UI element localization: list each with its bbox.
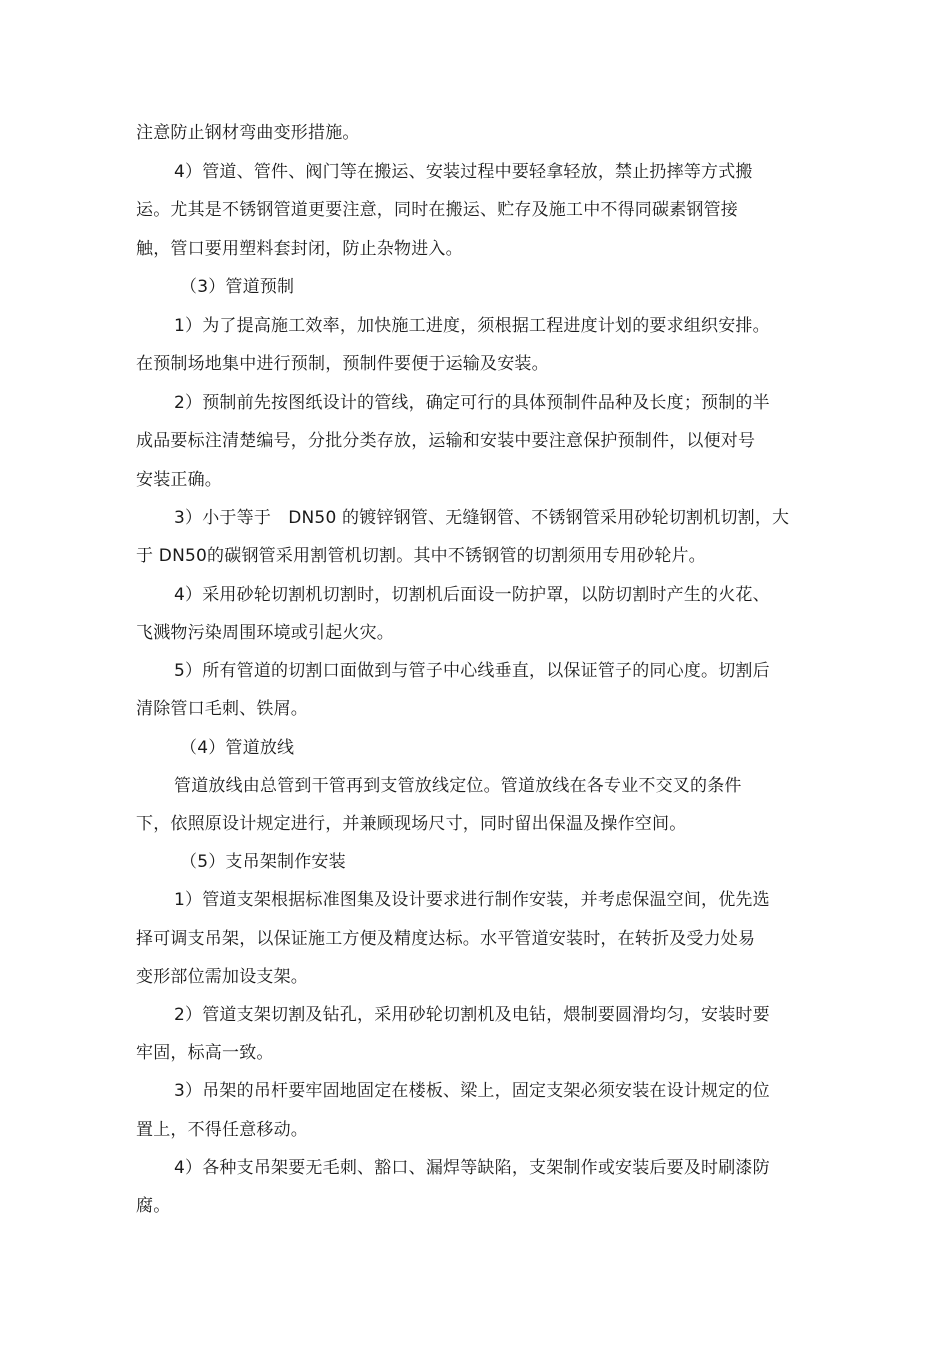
text-line: 4）管道、管件、阀门等在搬运、安装过程中要轻拿轻放，禁止扔摔等方式搬 — [174, 162, 753, 182]
text-line: 3）吊架的吊杆要牢固地固定在楼板、梁上，固定支架必须安装在设计规定的位 — [174, 1081, 770, 1101]
text-line: 在预制场地集中进行预制，预制件要便于运输及安装。 — [136, 354, 549, 374]
text-line: 于 DN50的碳钢管采用割管机切割。其中不锈钢管的切割须用专用砂轮片。 — [136, 546, 706, 566]
text-line: 2）管道支架切割及钻孔，采用砂轮切割机及电钻，煨制要圆滑均匀，安装时要 — [174, 1005, 770, 1025]
section-heading: （5）支吊架制作安装 — [180, 852, 346, 872]
section-heading: （3）管道预制 — [180, 277, 295, 297]
text-line: 下，依照原设计规定进行，并兼顾现场尺寸，同时留出保温及操作空间。 — [136, 814, 687, 834]
text-line: 清除管口毛刺、铁屑。 — [136, 699, 308, 719]
text-line: 触，管口要用塑料套封闭，防止杂物进入。 — [136, 239, 463, 259]
text-line: 牢固，标高一致。 — [136, 1043, 274, 1063]
text-line: 3）小于等于 DN50 的镀锌钢管、无缝钢管、不锈钢管采用砂轮切割机切割，大 — [174, 508, 790, 528]
text-line: 择可调支吊架，以保证施工方便及精度达标。水平管道安装时，在转折及受力处易 — [136, 929, 756, 949]
text-line: 管道放线由总管到干管再到支管放线定位。管道放线在各专业不交叉的条件 — [174, 776, 742, 796]
text-line: 成品要标注清楚编号，分批分类存放，运输和安装中要注意保护预制件，以便对号 — [136, 431, 756, 451]
text-line: 2）预制前先按图纸设计的管线，确定可行的具体预制件品种及长度；预制的半 — [174, 393, 770, 413]
text-line: 4）各种支吊架要无毛刺、豁口、漏焊等缺陷，支架制作或安装后要及时刷漆防 — [174, 1158, 770, 1178]
section-heading: （4）管道放线 — [180, 738, 295, 758]
text-line: 1）管道支架根据标准图集及设计要求进行制作安装，并考虑保温空间，优先选 — [174, 890, 770, 910]
text-line: 置上，不得任意移动。 — [136, 1120, 308, 1140]
text-line: 腐。 — [136, 1196, 171, 1216]
text-line: 注意防止钢材弯曲变形措施。 — [136, 123, 360, 143]
text-line: 安装正确。 — [136, 470, 222, 490]
text-line: 变形部位需加设支架。 — [136, 967, 308, 987]
text-line: 运。尤其是不锈钢管道更要注意，同时在搬运、贮存及施工中不得同碳素钢管接 — [136, 200, 738, 220]
text-line: 1）为了提高施工效率，加快施工进度，须根据工程进度计划的要求组织安排。 — [174, 316, 770, 336]
text-line: 飞溅物污染周围环境或引起火灾。 — [136, 623, 394, 643]
text-line: 5）所有管道的切割口面做到与管子中心线垂直，以保证管子的同心度。切割后 — [174, 661, 770, 681]
text-line: 4）采用砂轮切割机切割时，切割机后面设一防护罩，以防切割时产生的火花、 — [174, 585, 770, 605]
